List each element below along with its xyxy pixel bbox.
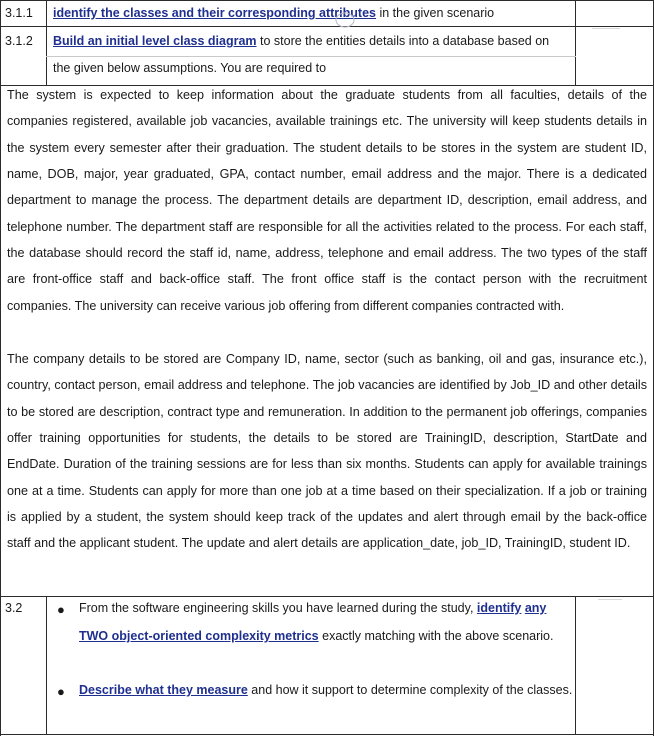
table-bottom-border xyxy=(0,734,654,735)
row-3-1-2-line2: the given below assumptions. You are required to xyxy=(53,61,327,75)
table-top-border xyxy=(0,0,654,1)
scenario-paragraph-1: The system is expected to keep information about the graduate students from all faculties, details of the companies registered, available job vacancies, available trainings etc. The university will keep students details in the system every semester after their graduation. The student details to be stores in the system are student ID, name, DOB, major, year graduated, GPA, contact number, email address and the major. There is a dedicated department to manage the process. The department details are department ID, description, email address, and telephone number. The department staff are responsible for all the activities related to the process. For each staff, the database should record the staff id, name, address, telephone and email address. The two types of the staff are front-office staff and back-office staff. The front office staff is the contact person with the recruitment companies. The university can receive various job offering from different companies contracted with. xyxy=(7,88,647,313)
row-3-1-1-rest: in the given scenario xyxy=(376,6,495,20)
bullet-1-post: exactly matching with the above scenario. xyxy=(318,629,554,643)
bullet-1-text xyxy=(79,594,575,650)
number-column-divider-top xyxy=(46,0,47,85)
bullet-2-text xyxy=(79,676,575,704)
row-3-1-1-text xyxy=(53,6,494,20)
bullet-2-post: and how it support to determine complexity of the classes. xyxy=(247,683,573,697)
bullet-dot-1: ● xyxy=(57,602,65,617)
mark-column-divider-top xyxy=(575,0,576,85)
mark-cell-scribble-2 xyxy=(598,599,622,600)
bullet-1-bold-identify: identify xyxy=(476,601,522,615)
row-3-1-2-rest: to store the entities details into a database based on xyxy=(256,34,550,48)
row-divider-1 xyxy=(0,26,654,27)
row-3-1-1-number: 3.1.1 xyxy=(5,6,33,20)
row-3-1-2-number: 3.1.2 xyxy=(5,34,33,48)
row-3-1-2-inner-divider xyxy=(46,56,576,57)
row-3-1-1-bold: identify the classes and their corresponding attributes xyxy=(53,6,376,20)
row-3-2-number: 3.2 xyxy=(5,601,23,615)
row-3-1-2-bold: Build an initial level class diagram xyxy=(53,34,257,48)
bullet-1-bold-metrics: any TWO object-oriented complexity metrics xyxy=(79,601,547,643)
scenario-paragraph-2: The company details to be stored are Company ID, name, sector (such as banking, oil and gas, insurance etc.), country, contact person, email address and telephone. The job vacancies are identified by Job_ID and other details to be stored are description, contract type and remuneration. In addition to the permanent job offerings, companies offer training opportunities for students, the details to be stored are TrainingID, description, StartDate and EndDate. Duration of the training sessions are for less than six months. Students can apply for available trainings one at a time. Students can apply for more than one job at a time based on their specialization. If a job or training is applied by a student, the system should keep track of the updates and alert through email by the back-office staff and the applicant student. The update and alert details are application_date, job_ID, TrainingID, student ID. xyxy=(7,352,647,551)
bullet-2-bold: Describe what they measure xyxy=(79,683,248,697)
mark-cell-scribble-1 xyxy=(592,28,620,29)
row-3-1-2-text xyxy=(53,34,549,48)
mark-column-divider-bottom xyxy=(575,596,576,735)
table-left-border xyxy=(0,0,1,736)
pen-circle-mark xyxy=(333,10,357,30)
bullet-dot-2: ● xyxy=(57,684,65,699)
bullet-1-pre: From the software engineering skills you have learned during the study, xyxy=(79,601,477,615)
number-column-divider-bottom xyxy=(46,596,47,735)
